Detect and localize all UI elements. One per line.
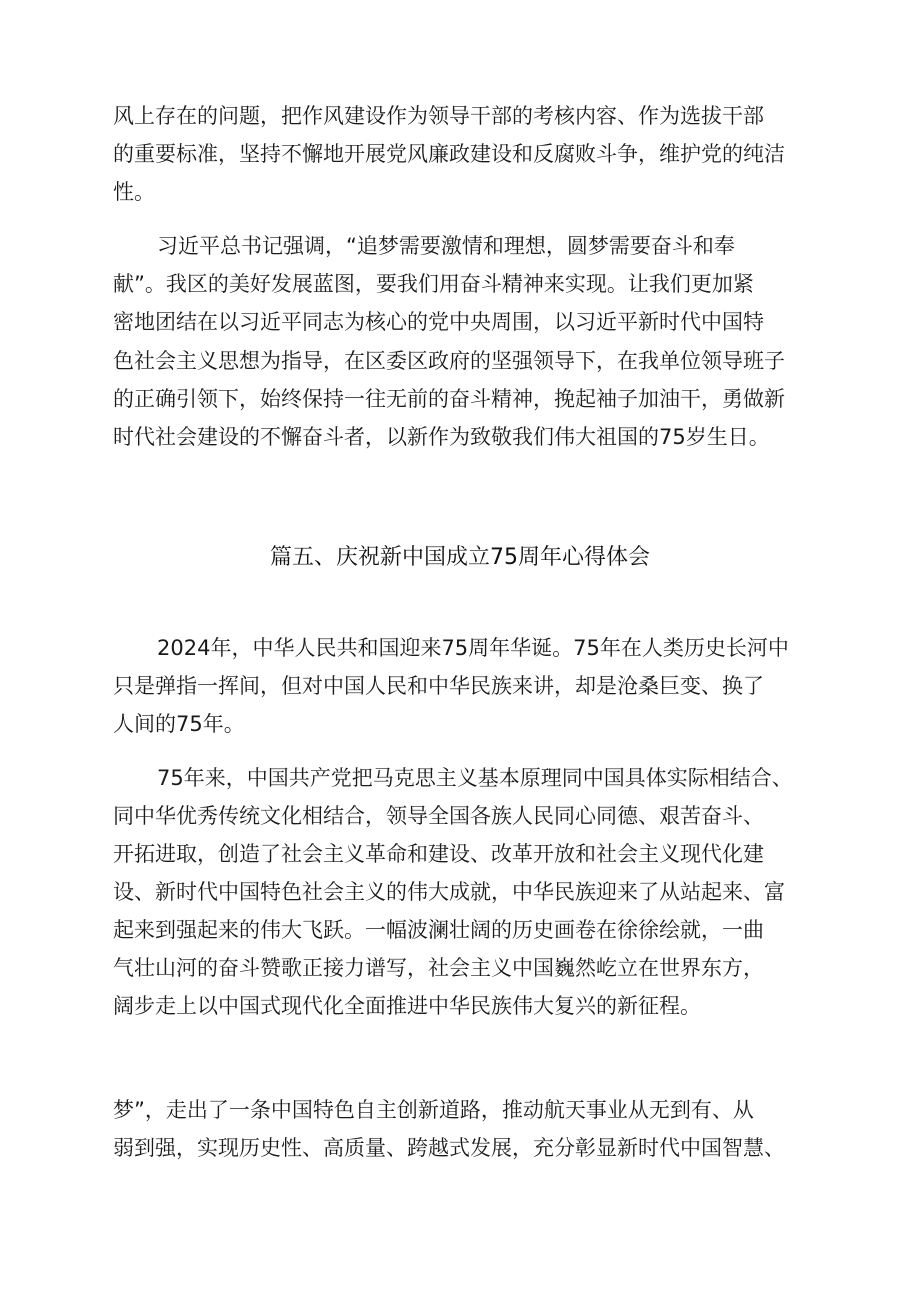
text-line: 弱到强，实现历史性、高质量、跨越式发展，充分彰显新时代中国智慧、 — [113, 1136, 785, 1160]
text-line: 献”。我区的美好发展蓝图，要我们用奋斗精神来实现。让我们更加紧 — [113, 272, 754, 296]
text-line: 的重要标准，坚持不懈地开展党风廉政建设和反腐败斗争，维护党的纯洁 — [113, 142, 785, 166]
text-line: 人间的75年。 — [113, 712, 245, 736]
text-line: 2024年，中华人民共和国迎来75周年华诞。75年在人类历史长河中 — [157, 636, 789, 660]
text-line: 75年来，中国共产党把马克思主义基本原理同中国具体实际相结合、 — [157, 766, 793, 790]
text-line: 时代社会建设的不懈奋斗者，以新作为致敬我们伟大祖国的75岁生日。 — [113, 425, 770, 449]
text-line: 的正确引领下，始终保持一往无前的奋斗精神，挽起袖子加油干，勇做新 — [113, 387, 785, 411]
text-line: 同中华优秀传统文化相结合，领导全国各族人民同心同德、艰苦奋斗、 — [113, 804, 764, 828]
text-line: 只是弹指一挥间，但对中国人民和中华民族来讲，却是沧桑巨变、换了 — [113, 674, 764, 698]
text-line: 设、新时代中国特色社会主义的伟大成就，中华民族迎来了从站起来、富 — [113, 880, 785, 904]
text-line: 密地团结在以习近平同志为核心的党中央周围，以习近平新时代中国特 — [113, 310, 764, 334]
text-line: 阔步走上以中国式现代化全面推进中华民族伟大复兴的新征程。 — [113, 994, 701, 1018]
text-line: 起来到强起来的伟大飞跃。一幅波澜壮阔的历史画卷在徐徐绘就，一曲 — [113, 918, 764, 942]
section-title: 篇五、庆祝新中国成立75周年心得体会 — [270, 545, 650, 570]
text-line: 气壮山河的奋斗赞歌正接力谱写，社会主义中国巍然屹立在世界东方， — [113, 956, 764, 980]
text-line: 梦”，走出了一条中国特色自主创新道路，推动航天事业从无到有、从 — [113, 1098, 754, 1122]
text-line: 色社会主义思想为指导，在区委区政府的坚强领导下，在我单位领导班子 — [113, 349, 785, 373]
text-line: 性。 — [113, 180, 155, 204]
text-line: 开拓进取，创造了社会主义革命和建设、改革开放和社会主义现代化建 — [113, 842, 764, 866]
text-line: 风上存在的问题，把作风建设作为领导干部的考核内容、作为选拔干部 — [113, 104, 764, 128]
text-line: 习近平总书记强调，“追梦需要激情和理想，圆梦需要奋斗和奉 — [157, 234, 735, 258]
